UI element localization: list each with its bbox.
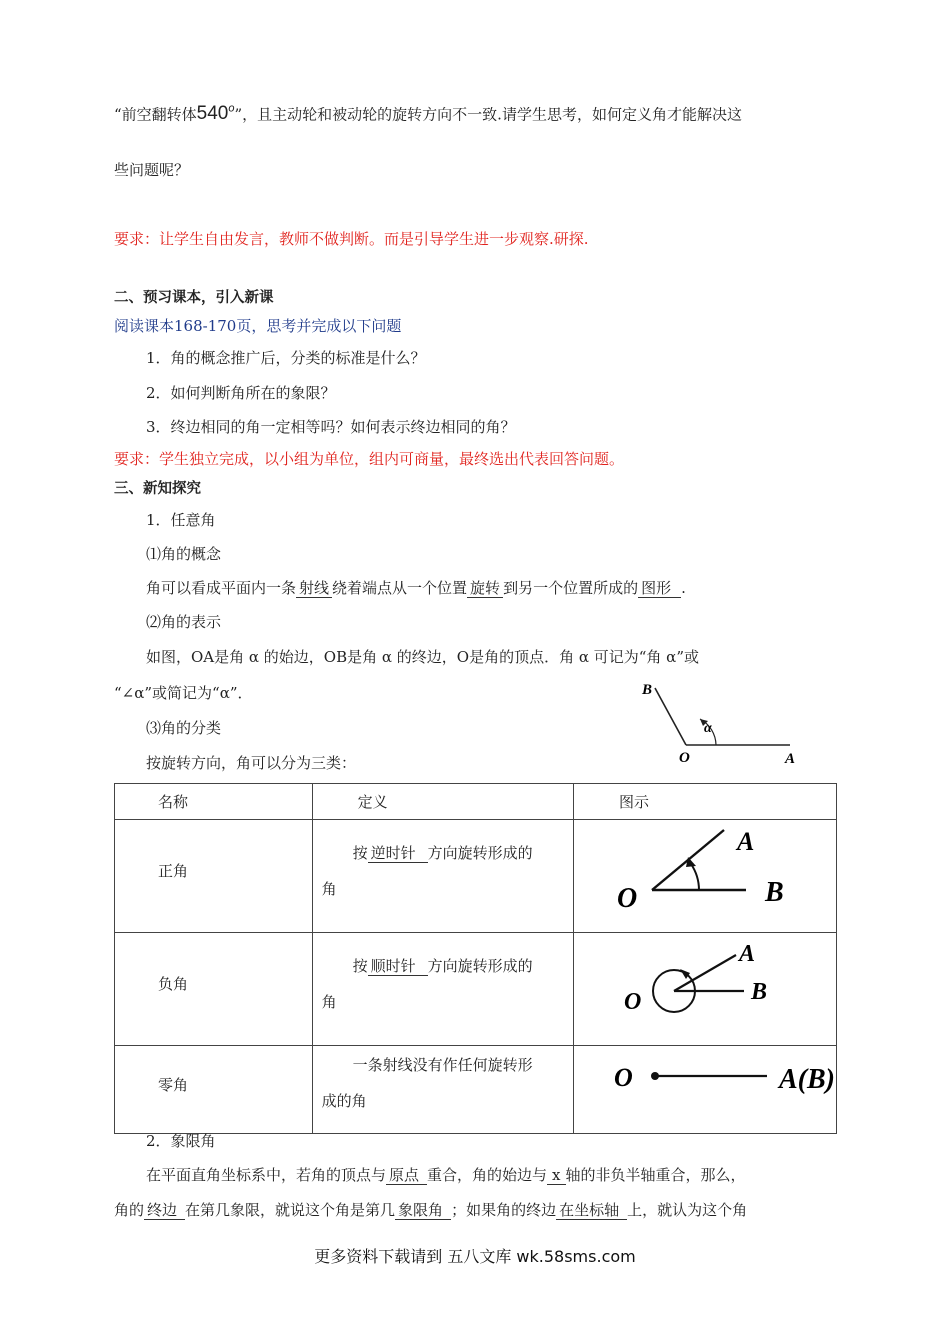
concept-definition <box>146 577 686 599</box>
blank-rotate: 旋转 <box>467 579 503 598</box>
concept-title: ⑴角的概念 <box>146 545 222 563</box>
angle-alpha-figure <box>630 676 810 772</box>
footer-link[interactable]: 更多资料下载请到 五八文库 wk.58sms.com <box>314 1247 636 1266</box>
blank-x: x <box>547 1166 565 1185</box>
blank-on-axis: 在坐标轴 <box>556 1201 627 1220</box>
representation-title: ⑵角的表示 <box>146 613 222 631</box>
concept-mid2: 到另一个位置所成的 <box>503 579 639 597</box>
cell-zero-name: 零角 <box>115 1046 313 1134</box>
svg-text:O: O <box>623 989 642 1015</box>
reading-instruction: 阅读课本168-170页，思考并完成以下问题 <box>114 317 402 335</box>
cell-negative-def: 按 顺时针 方向旋转形成的 角 <box>312 933 573 1046</box>
question-2: 2．如何判断角所在的象限？ <box>146 384 336 402</box>
blank-terminal-side: 终边 <box>144 1201 185 1220</box>
degree-value: 540 <box>196 103 229 125</box>
table-row-zero <box>115 1046 837 1134</box>
label-o: O <box>679 750 690 766</box>
label-b: B <box>642 682 653 698</box>
cell-zero-fig <box>573 1046 836 1134</box>
question-3: 3．终边相同的角一定相等吗？如何表示终边相同的角？ <box>146 418 516 436</box>
svg-text:O: O <box>613 1063 633 1092</box>
svg-text:B: B <box>764 877 784 908</box>
zero-angle-figure <box>574 1046 836 1129</box>
section-3-title: 三、新知探究 <box>114 481 201 497</box>
label-alpha: α <box>704 721 712 736</box>
blank-counterclockwise: 逆时针 <box>368 844 428 863</box>
quadrant-title: 2．象限角 <box>146 1132 216 1150</box>
requirement-1: 要求：让学生自由发言，教师不做判断。而是引导学生进一步观察.研探. <box>114 230 589 248</box>
header-figure: 图示 <box>573 784 836 820</box>
cell-positive-def: 按 逆时针 方向旋转形成的 角 <box>312 820 573 933</box>
requirement-2: 要求：学生独立完成，以小组为单位，组内可商量，最终选出代表回答问题。 <box>114 450 625 468</box>
section-2-title: 二、预习课本，引入新课 <box>114 290 274 306</box>
svg-text:A: A <box>736 827 755 856</box>
cell-negative-fig <box>573 933 836 1046</box>
intro-line-2: 些问题呢？ <box>114 161 190 179</box>
svg-text:O: O <box>616 883 638 914</box>
quadrant-line-2: 角的 终边 在第几象限，就说这个角是第几 象限角 ；如果角的终边 在坐标轴 上，就认为这个角 <box>114 1201 748 1219</box>
intro-text-post: ”，且主动轮和被动轮的旋转方向不一致.请学生思考，如何定义角才能解决这 <box>234 105 742 124</box>
ray-ob <box>655 688 686 745</box>
classification-title: ⑶角的分类 <box>146 719 222 737</box>
question-1: 1．角的概念推广后，分类的标准是什么？ <box>146 349 426 367</box>
blank-clockwise: 顺时针 <box>368 957 428 976</box>
header-definition: 定义 <box>312 784 573 820</box>
cell-positive-name: 正角 <box>115 820 313 933</box>
table-row-negative <box>115 933 837 1046</box>
representation-line-2: “∠α”或简记为“α”． <box>114 684 253 702</box>
blank-quadrant-angle: 象限角 <box>395 1201 451 1220</box>
classification-intro: 按旋转方向，角可以分为三类： <box>146 754 357 772</box>
header-name: 名称 <box>115 784 313 820</box>
table-row-positive <box>115 820 837 933</box>
concept-post: . <box>681 579 686 597</box>
item-arbitrary-angle: 1．任意角 <box>146 511 216 529</box>
cell-negative-name: 负角 <box>115 933 313 1046</box>
svg-text:B: B <box>750 979 767 1005</box>
cell-zero-def: 一条射线没有作任何旋转形 成的角 <box>312 1046 573 1134</box>
table-header-row <box>115 784 837 820</box>
label-a: A <box>785 751 796 767</box>
concept-pre: 角可以看成平面内一条 <box>146 579 297 597</box>
angle-types-table <box>114 783 837 1134</box>
svg-text:A(B): A(B) <box>778 1064 835 1095</box>
svg-text:A: A <box>738 941 755 967</box>
representation-line-1: 如图，OA是角 α 的始边，OB是角 α 的终边，O是角的顶点．角 α 可记为“角 α”或 <box>146 648 699 666</box>
degree-540 <box>197 103 235 124</box>
intro-line-1 <box>114 98 742 125</box>
blank-origin: 原点 <box>386 1166 427 1185</box>
cell-positive-fig <box>573 820 836 933</box>
negative-angle-figure <box>574 933 836 1041</box>
blank-figure: 图形 <box>638 579 681 598</box>
blank-ray: 射线 <box>296 579 332 598</box>
concept-mid1: 绕着端点从一个位置 <box>332 579 468 597</box>
intro-text-pre: “前空翻转体 <box>114 105 197 124</box>
quadrant-line-1: 在平面直角坐标系中，若角的顶点与 原点 重合，角的始边与 x 轴的非负半轴重合，那么， <box>146 1166 746 1184</box>
degree-sup: o <box>228 103 235 115</box>
positive-angle-figure <box>574 820 836 928</box>
